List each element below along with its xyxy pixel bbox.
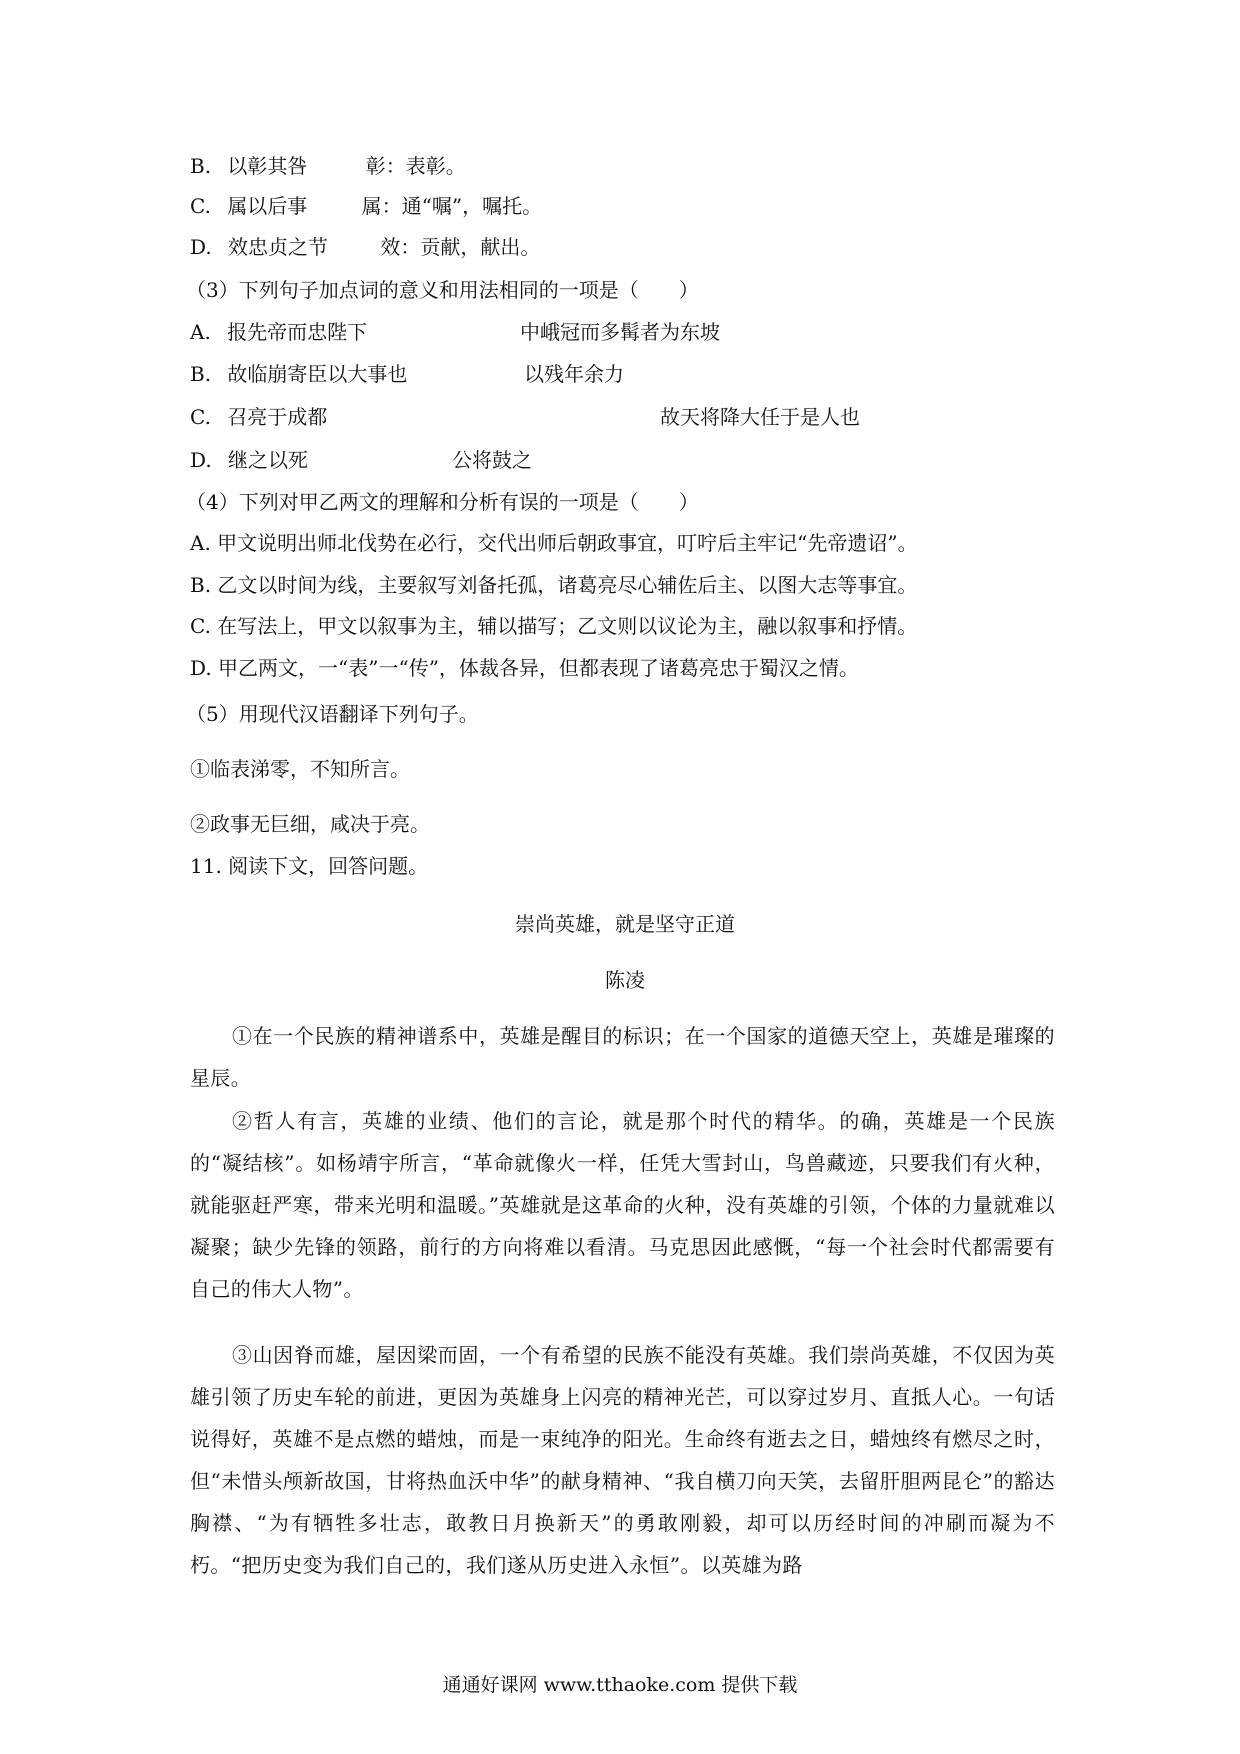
q3-option-d [190, 446, 308, 474]
option-label: B. [190, 362, 212, 386]
option-left-sentence: 继之以死 [228, 448, 309, 472]
article-author: 陈凌 [605, 968, 645, 992]
option-c-line [190, 192, 542, 220]
option-phrase: 以彰其咎 [227, 154, 308, 178]
article-paragraph-3: ③山因脊而雄，屋因梁而固，一个有希望的民族不能没有英雄。我们崇尚英雄，不仅因为英雄引领了历史车轮的前进，更因为英雄身上闪亮的精神光芒，可以穿过岁月、直抵人心。一句话说得好，英雄不是点燃的蜡烛，而是一束纯净的阳光。生命终有逝去之日，蜡烛终有燃尽之时，但“未惜头颅新故国，甘将热血沃中华”的献身精神、“我自横刀向天笑，去留肝胆两昆仑”的豁达胸襟、“为有牺牲多壮志，敢教日月换新天”的勇敢刚毅，却可以历经时间的冲刷而凝为不朽。“把历史变为我们自己的，我们遂从历史进入永恒”。以英雄为路 [190, 1343, 1055, 1577]
option-b-line [190, 152, 466, 180]
article-paragraph-1: ①在一个民族的精神谱系中，英雄是醒目的标识；在一个国家的道德天空上，英雄是璀璨的星辰。 [190, 1024, 1055, 1090]
option-label: A. [190, 320, 211, 344]
option-left-sentence: 报先帝而忠陛下 [227, 320, 368, 344]
q3-option-b-right: 以残年余力 [524, 362, 624, 386]
q4-option-c: C. 在写法上，甲文以叙事为主，辅以描写；乙文则以议论为主，融以叙事和抒情。 [190, 614, 918, 638]
q3-option-a-right: 中峨冠而多髯者为东坡 [520, 320, 720, 344]
q4-option-b: B. 乙文以时间为线，主要叙写刘备托孤，诸葛亮尽心辅佐后主、以图大志等事宜。 [190, 573, 918, 597]
option-d-line [190, 233, 540, 261]
option-label: D. [190, 235, 212, 259]
option-phrase: 属以后事 [227, 194, 308, 218]
question-5-stem: （5）用现代汉语翻译下列句子。 [186, 702, 479, 726]
q5-sentence-2: ②政事无巨细，咸决于亮。 [190, 812, 430, 836]
option-gloss: 属：通“嘱”，嘱托。 [361, 194, 543, 218]
article-paragraph-2: ②哲人有言，英雄的业绩、他们的言论，就是那个时代的精华。的确，英雄是一个民族的“凝结核”。如杨靖宇所言，“革命就像火一样，任凭大雪封山，鸟兽藏迹，只要我们有火种，就能驱赶严寒，带来光明和温暖。”英雄就是这革命的火种，没有英雄的引领，个体的力量就难以凝聚；缺少先锋的领路，前行的方向将难以看清。马克思因此感慨，“每一个社会时代都需要有自己的伟大人物”。 [190, 1109, 1055, 1301]
question-3-stem: （3）下列句子加点词的意义和用法相同的一项是（ ） [186, 278, 699, 302]
q5-sentence-1: ①临表涕零，不知所言。 [190, 757, 410, 781]
option-label: C. [190, 194, 211, 218]
option-label: C. [190, 405, 211, 429]
q3-option-a [190, 318, 367, 346]
page-footer: 通通好课网 www.tthaoke.com 提供下载 [442, 1674, 798, 1696]
q4-option-d: D. 甲乙两文，一“表”一“传”，体裁各异，但都表现了诸葛亮忠于蜀汉之情。 [190, 656, 859, 680]
question-4-stem: （4）下列对甲乙两文的理解和分析有误的一项是（ ） [186, 490, 699, 514]
option-left-sentence: 故临崩寄臣以大事也 [227, 362, 408, 386]
question-11-stem: 11. 阅读下文，回答问题。 [190, 854, 429, 878]
article-title: 崇尚英雄，就是坚守正道 [515, 912, 735, 936]
q3-option-c [190, 403, 327, 431]
option-label: B. [190, 154, 212, 178]
q4-option-a: A. 甲文说明出师北伐势在必行，交代出师后朝政事宜，叮咛后主牢记“先帝遗诏”。 [190, 531, 918, 555]
q3-option-c-right: 故天将降大任于是人也 [660, 405, 860, 429]
option-phrase: 效忠贞之节 [228, 235, 329, 259]
option-gloss: 效：贡献，献出。 [380, 235, 541, 259]
option-label: D. [190, 448, 212, 472]
q3-option-d-right: 公将鼓之 [452, 448, 532, 472]
option-gloss: 彰：表彰。 [365, 154, 466, 178]
option-left-sentence: 召亮于成都 [227, 405, 328, 429]
q3-option-b [190, 360, 407, 388]
